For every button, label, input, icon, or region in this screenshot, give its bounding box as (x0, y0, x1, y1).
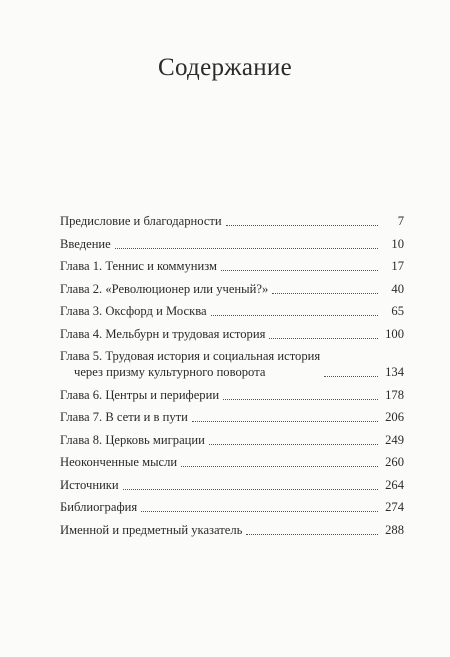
toc-entry-label: Глава 1. Теннис и коммунизм (60, 259, 217, 273)
toc-entry-chapter-5 (60, 349, 404, 380)
toc-entry-chapter-6 (60, 388, 404, 403)
toc-entry-introduction (60, 237, 404, 252)
leader-dots (123, 489, 378, 490)
toc-entry-page: 206 (385, 410, 404, 424)
toc-entry-sources (60, 478, 404, 493)
toc-entry-chapter-4 (60, 327, 404, 342)
toc-entry-label: Глава 7. В сети и в пути (60, 410, 188, 424)
toc-entry-label: Глава 4. Мельбурн и трудовая история (60, 326, 266, 341)
toc-entry-label (60, 349, 320, 380)
toc-entry-page: 274 (385, 500, 404, 514)
toc-entry-label: Глава 6. Центры и периферии (60, 387, 220, 402)
toc-entry-label: Именной и предметный указатель (60, 522, 243, 537)
toc-entry-chapter-8 (60, 433, 404, 448)
toc-entry-label: Введение (60, 236, 111, 251)
leader-dots (223, 399, 378, 400)
toc-entry-page: 249 (385, 432, 404, 447)
toc-entry-label: Предисловие и благодарности (60, 214, 222, 228)
leader-dots (221, 270, 378, 271)
leader-dots (141, 511, 378, 512)
toc-entry-label: Глава 3. Оксфорд и Москва (60, 304, 207, 318)
leader-dots (209, 444, 378, 445)
toc-entry-label: Глава 2. «Революционер или ученый?» (60, 281, 269, 296)
toc-entry-preface (60, 214, 404, 229)
leader-dots (226, 225, 378, 226)
leader-dots (324, 376, 378, 377)
toc-entry-label: Неоконченные мысли (60, 455, 178, 469)
page-title: Содержание (158, 54, 292, 81)
table-of-contents (60, 214, 404, 545)
toc-entry-page: 65 (391, 304, 404, 318)
toc-entry-bibliography (60, 500, 404, 515)
toc-entry-page: 260 (385, 455, 404, 469)
toc-entry-page: 288 (385, 522, 404, 537)
toc-entry-page: 17 (391, 259, 404, 273)
toc-entry-page: 100 (385, 326, 404, 341)
toc-entry-chapter-3 (60, 304, 404, 319)
leader-dots (246, 534, 378, 535)
toc-entry-label: Библиография (60, 500, 138, 514)
toc-entry-chapter-7 (60, 410, 404, 425)
toc-entry-chapter-2 (60, 282, 404, 297)
toc-entry-label: Источники (60, 477, 119, 492)
toc-entry-page: 40 (391, 281, 404, 296)
toc-entry-unfinished-thoughts (60, 455, 404, 470)
toc-entry-page: 264 (385, 477, 404, 492)
toc-entry-page: 10 (391, 236, 404, 251)
leader-dots (192, 421, 378, 422)
leader-dots (269, 338, 378, 339)
toc-entry-label: Глава 8. Церковь миграции (60, 432, 205, 447)
leader-dots (115, 248, 378, 249)
toc-entry-index (60, 523, 404, 538)
toc-entry-label-line-1: Глава 5. Трудовая история и социальная история (60, 349, 321, 363)
toc-entry-label-line-2: через призму культурного поворота (74, 364, 266, 379)
leader-dots (272, 293, 378, 294)
leader-dots (211, 315, 378, 316)
toc-entry-page: 178 (385, 387, 404, 402)
toc-entry-page: 7 (397, 214, 404, 228)
leader-dots (181, 466, 378, 467)
toc-entry-chapter-1 (60, 259, 404, 274)
toc-entry-page: 134 (385, 365, 404, 379)
